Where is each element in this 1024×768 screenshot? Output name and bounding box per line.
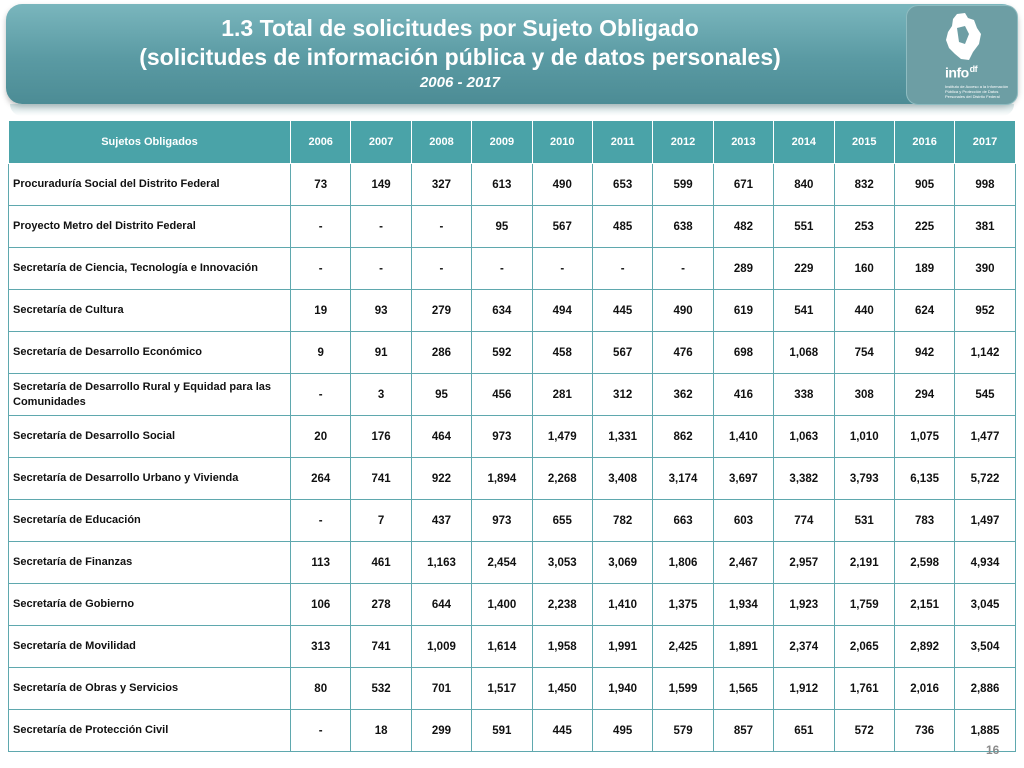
value-cell: 313 bbox=[291, 626, 351, 668]
value-cell: 279 bbox=[411, 290, 471, 332]
value-cell: 2,957 bbox=[774, 542, 834, 584]
value-cell: 437 bbox=[411, 500, 471, 542]
table-row bbox=[9, 206, 1016, 248]
value-cell: 862 bbox=[653, 416, 713, 458]
value-cell: 381 bbox=[955, 206, 1015, 248]
requests-table bbox=[8, 120, 1016, 752]
banner-shadow bbox=[10, 104, 1014, 116]
logo-word: info bbox=[945, 64, 969, 81]
table-row bbox=[9, 710, 1016, 752]
value-cell: - bbox=[291, 374, 351, 416]
value-cell: 458 bbox=[532, 332, 592, 374]
table-row bbox=[9, 668, 1016, 710]
infodf-logo bbox=[906, 5, 1018, 105]
city-map-icon bbox=[943, 12, 983, 62]
value-cell: 327 bbox=[411, 164, 471, 206]
column-header-year: 2016 bbox=[894, 121, 954, 164]
value-cell: 95 bbox=[411, 374, 471, 416]
value-cell: 572 bbox=[834, 710, 894, 752]
value-cell: 1,912 bbox=[774, 668, 834, 710]
value-cell: 390 bbox=[955, 248, 1015, 290]
year-range: 2006 - 2017 bbox=[419, 74, 501, 91]
value-cell: 2,374 bbox=[774, 626, 834, 668]
value-cell: 445 bbox=[592, 290, 652, 332]
value-cell: 638 bbox=[653, 206, 713, 248]
value-cell: 655 bbox=[532, 500, 592, 542]
value-cell: 599 bbox=[653, 164, 713, 206]
value-cell: 1,450 bbox=[532, 668, 592, 710]
value-cell: 106 bbox=[291, 584, 351, 626]
value-cell: 2,016 bbox=[894, 668, 954, 710]
value-cell: 2,191 bbox=[834, 542, 894, 584]
value-cell: 2,065 bbox=[834, 626, 894, 668]
value-cell: 592 bbox=[472, 332, 532, 374]
value-cell: 3,793 bbox=[834, 458, 894, 500]
value-cell: 338 bbox=[774, 374, 834, 416]
value-cell: 531 bbox=[834, 500, 894, 542]
value-cell: 551 bbox=[774, 206, 834, 248]
logo-word-suffix: df bbox=[969, 64, 978, 74]
value-cell: 1,958 bbox=[532, 626, 592, 668]
table-row bbox=[9, 542, 1016, 584]
value-cell: 416 bbox=[713, 374, 773, 416]
value-cell: 1,410 bbox=[713, 416, 773, 458]
table-row bbox=[9, 626, 1016, 668]
value-cell: 603 bbox=[713, 500, 773, 542]
subject-name-cell: Secretaría de Cultura bbox=[9, 290, 291, 332]
value-cell: 1,410 bbox=[592, 584, 652, 626]
subject-name-cell: Procuraduría Social del Distrito Federal bbox=[9, 164, 291, 206]
value-cell: 4,934 bbox=[955, 542, 1015, 584]
value-cell: 80 bbox=[291, 668, 351, 710]
table-row bbox=[9, 290, 1016, 332]
value-cell: 541 bbox=[774, 290, 834, 332]
value-cell: 651 bbox=[774, 710, 834, 752]
value-cell: 490 bbox=[653, 290, 713, 332]
page-title: 1.3 Total de solicitudes por Sujeto Obligado bbox=[221, 15, 699, 41]
value-cell: 663 bbox=[653, 500, 713, 542]
page-subtitle: (solicitudes de información pública y de datos personales) bbox=[139, 44, 781, 70]
value-cell: 1,479 bbox=[532, 416, 592, 458]
value-cell: 456 bbox=[472, 374, 532, 416]
value-cell: 832 bbox=[834, 164, 894, 206]
table-row bbox=[9, 332, 1016, 374]
column-header-year: 2010 bbox=[532, 121, 592, 164]
value-cell: 225 bbox=[894, 206, 954, 248]
value-cell: 701 bbox=[411, 668, 471, 710]
value-cell: 1,934 bbox=[713, 584, 773, 626]
value-cell: 1,075 bbox=[894, 416, 954, 458]
value-cell: 2,151 bbox=[894, 584, 954, 626]
value-cell: 2,454 bbox=[472, 542, 532, 584]
table-row bbox=[9, 500, 1016, 542]
value-cell: 91 bbox=[351, 332, 411, 374]
value-cell: 461 bbox=[351, 542, 411, 584]
value-cell: 299 bbox=[411, 710, 471, 752]
column-header-subject: Sujetos Obligados bbox=[9, 121, 291, 164]
value-cell: 176 bbox=[351, 416, 411, 458]
value-cell: 2,238 bbox=[532, 584, 592, 626]
value-cell: 485 bbox=[592, 206, 652, 248]
value-cell: 229 bbox=[774, 248, 834, 290]
value-cell: 3,697 bbox=[713, 458, 773, 500]
value-cell: 281 bbox=[532, 374, 592, 416]
table-header-row bbox=[9, 121, 1016, 164]
value-cell: 741 bbox=[351, 626, 411, 668]
value-cell: 579 bbox=[653, 710, 713, 752]
value-cell: 3,045 bbox=[955, 584, 1015, 626]
value-cell: 2,892 bbox=[894, 626, 954, 668]
value-cell: - bbox=[291, 206, 351, 248]
value-cell: 73 bbox=[291, 164, 351, 206]
value-cell: 1,517 bbox=[472, 668, 532, 710]
subject-name-cell: Secretaría de Finanzas bbox=[9, 542, 291, 584]
subject-name-cell: Secretaría de Movilidad bbox=[9, 626, 291, 668]
value-cell: 1,923 bbox=[774, 584, 834, 626]
value-cell: 3,504 bbox=[955, 626, 1015, 668]
value-cell: 1,891 bbox=[713, 626, 773, 668]
value-cell: 3,053 bbox=[532, 542, 592, 584]
table-row bbox=[9, 458, 1016, 500]
value-cell: 3,174 bbox=[653, 458, 713, 500]
value-cell: 5,722 bbox=[955, 458, 1015, 500]
column-header-year: 2012 bbox=[653, 121, 713, 164]
table-row bbox=[9, 584, 1016, 626]
value-cell: - bbox=[291, 710, 351, 752]
value-cell: 2,886 bbox=[955, 668, 1015, 710]
value-cell: 6,135 bbox=[894, 458, 954, 500]
value-cell: - bbox=[411, 248, 471, 290]
subject-name-cell: Proyecto Metro del Distrito Federal bbox=[9, 206, 291, 248]
value-cell: 613 bbox=[472, 164, 532, 206]
value-cell: 286 bbox=[411, 332, 471, 374]
value-cell: 774 bbox=[774, 500, 834, 542]
value-cell: 440 bbox=[834, 290, 894, 332]
column-header-year: 2014 bbox=[774, 121, 834, 164]
value-cell: - bbox=[472, 248, 532, 290]
value-cell: 782 bbox=[592, 500, 652, 542]
value-cell: 736 bbox=[894, 710, 954, 752]
subject-name-cell: Secretaría de Desarrollo Urbano y Vivienda bbox=[9, 458, 291, 500]
value-cell: 840 bbox=[774, 164, 834, 206]
logo-subtitle: Instituto de Acceso a la Información Pública y Protección de Datos Personales del Distrito Federal bbox=[945, 84, 1009, 99]
value-cell: 362 bbox=[653, 374, 713, 416]
value-cell: 189 bbox=[894, 248, 954, 290]
value-cell: 308 bbox=[834, 374, 894, 416]
table-row bbox=[9, 416, 1016, 458]
value-cell: 494 bbox=[532, 290, 592, 332]
column-header-year: 2008 bbox=[411, 121, 471, 164]
value-cell: 532 bbox=[351, 668, 411, 710]
value-cell: 1,375 bbox=[653, 584, 713, 626]
value-cell: 294 bbox=[894, 374, 954, 416]
value-cell: 1,163 bbox=[411, 542, 471, 584]
value-cell: 20 bbox=[291, 416, 351, 458]
value-cell: - bbox=[291, 248, 351, 290]
value-cell: 149 bbox=[351, 164, 411, 206]
value-cell: 1,010 bbox=[834, 416, 894, 458]
value-cell: 973 bbox=[472, 500, 532, 542]
value-cell: 1,068 bbox=[774, 332, 834, 374]
logo-wordmark bbox=[945, 64, 977, 81]
value-cell: 9 bbox=[291, 332, 351, 374]
value-cell: - bbox=[532, 248, 592, 290]
value-cell: 653 bbox=[592, 164, 652, 206]
column-header-year: 2009 bbox=[472, 121, 532, 164]
column-header-year: 2011 bbox=[592, 121, 652, 164]
value-cell: 278 bbox=[351, 584, 411, 626]
value-cell: 998 bbox=[955, 164, 1015, 206]
subject-name-cell: Secretaría de Protección Civil bbox=[9, 710, 291, 752]
value-cell: - bbox=[351, 248, 411, 290]
value-cell: 644 bbox=[411, 584, 471, 626]
value-cell: 952 bbox=[955, 290, 1015, 332]
value-cell: 1,497 bbox=[955, 500, 1015, 542]
value-cell: - bbox=[411, 206, 471, 248]
subject-name-cell: Secretaría de Desarrollo Social bbox=[9, 416, 291, 458]
value-cell: 857 bbox=[713, 710, 773, 752]
value-cell: 1,885 bbox=[955, 710, 1015, 752]
column-header-year: 2013 bbox=[713, 121, 773, 164]
value-cell: 567 bbox=[532, 206, 592, 248]
value-cell: 741 bbox=[351, 458, 411, 500]
value-cell: 942 bbox=[894, 332, 954, 374]
value-cell: 445 bbox=[532, 710, 592, 752]
value-cell: 253 bbox=[834, 206, 894, 248]
value-cell: 1,894 bbox=[472, 458, 532, 500]
value-cell: 93 bbox=[351, 290, 411, 332]
value-cell: 113 bbox=[291, 542, 351, 584]
subject-name-cell: Secretaría de Educación bbox=[9, 500, 291, 542]
value-cell: 490 bbox=[532, 164, 592, 206]
value-cell: 1,142 bbox=[955, 332, 1015, 374]
column-header-year: 2015 bbox=[834, 121, 894, 164]
value-cell: 7 bbox=[351, 500, 411, 542]
value-cell: 1,565 bbox=[713, 668, 773, 710]
value-cell: 3,408 bbox=[592, 458, 652, 500]
value-cell: 567 bbox=[592, 332, 652, 374]
value-cell: 905 bbox=[894, 164, 954, 206]
value-cell: 634 bbox=[472, 290, 532, 332]
value-cell: 289 bbox=[713, 248, 773, 290]
value-cell: 1,331 bbox=[592, 416, 652, 458]
table-row bbox=[9, 164, 1016, 206]
column-header-year: 2006 bbox=[291, 121, 351, 164]
subject-name-cell: Secretaría de Ciencia, Tecnología e Innovación bbox=[9, 248, 291, 290]
subject-name-cell: Secretaría de Desarrollo Rural y Equidad para las Comunidades bbox=[9, 374, 291, 416]
subject-name-cell: Secretaría de Obras y Servicios bbox=[9, 668, 291, 710]
value-cell: 19 bbox=[291, 290, 351, 332]
value-cell: 464 bbox=[411, 416, 471, 458]
value-cell: 973 bbox=[472, 416, 532, 458]
value-cell: 3,069 bbox=[592, 542, 652, 584]
value-cell: 1,009 bbox=[411, 626, 471, 668]
value-cell: 2,467 bbox=[713, 542, 773, 584]
value-cell: 619 bbox=[713, 290, 773, 332]
value-cell: - bbox=[592, 248, 652, 290]
column-header-year: 2007 bbox=[351, 121, 411, 164]
value-cell: - bbox=[351, 206, 411, 248]
value-cell: 698 bbox=[713, 332, 773, 374]
value-cell: - bbox=[653, 248, 713, 290]
value-cell: 922 bbox=[411, 458, 471, 500]
title-block bbox=[60, 14, 860, 94]
value-cell: 264 bbox=[291, 458, 351, 500]
value-cell: 671 bbox=[713, 164, 773, 206]
value-cell: 1,940 bbox=[592, 668, 652, 710]
value-cell: 1,599 bbox=[653, 668, 713, 710]
table-body bbox=[9, 164, 1016, 752]
value-cell: 2,598 bbox=[894, 542, 954, 584]
value-cell: 1,761 bbox=[834, 668, 894, 710]
value-cell: 1,991 bbox=[592, 626, 652, 668]
value-cell: 754 bbox=[834, 332, 894, 374]
subject-name-cell: Secretaría de Desarrollo Económico bbox=[9, 332, 291, 374]
value-cell: - bbox=[291, 500, 351, 542]
value-cell: 591 bbox=[472, 710, 532, 752]
value-cell: 482 bbox=[713, 206, 773, 248]
value-cell: 1,759 bbox=[834, 584, 894, 626]
value-cell: 160 bbox=[834, 248, 894, 290]
page-number: 16 bbox=[986, 743, 1000, 757]
value-cell: 2,425 bbox=[653, 626, 713, 668]
value-cell: 312 bbox=[592, 374, 652, 416]
value-cell: 2,268 bbox=[532, 458, 592, 500]
value-cell: 1,477 bbox=[955, 416, 1015, 458]
value-cell: 1,614 bbox=[472, 626, 532, 668]
value-cell: 1,400 bbox=[472, 584, 532, 626]
value-cell: 1,806 bbox=[653, 542, 713, 584]
value-cell: 3,382 bbox=[774, 458, 834, 500]
value-cell: 495 bbox=[592, 710, 652, 752]
column-header-year: 2017 bbox=[955, 121, 1015, 164]
value-cell: 476 bbox=[653, 332, 713, 374]
table-row bbox=[9, 374, 1016, 416]
subject-name-cell: Secretaría de Gobierno bbox=[9, 584, 291, 626]
value-cell: 18 bbox=[351, 710, 411, 752]
value-cell: 1,063 bbox=[774, 416, 834, 458]
value-cell: 624 bbox=[894, 290, 954, 332]
table-row bbox=[9, 248, 1016, 290]
value-cell: 783 bbox=[894, 500, 954, 542]
value-cell: 3 bbox=[351, 374, 411, 416]
value-cell: 95 bbox=[472, 206, 532, 248]
value-cell: 545 bbox=[955, 374, 1015, 416]
